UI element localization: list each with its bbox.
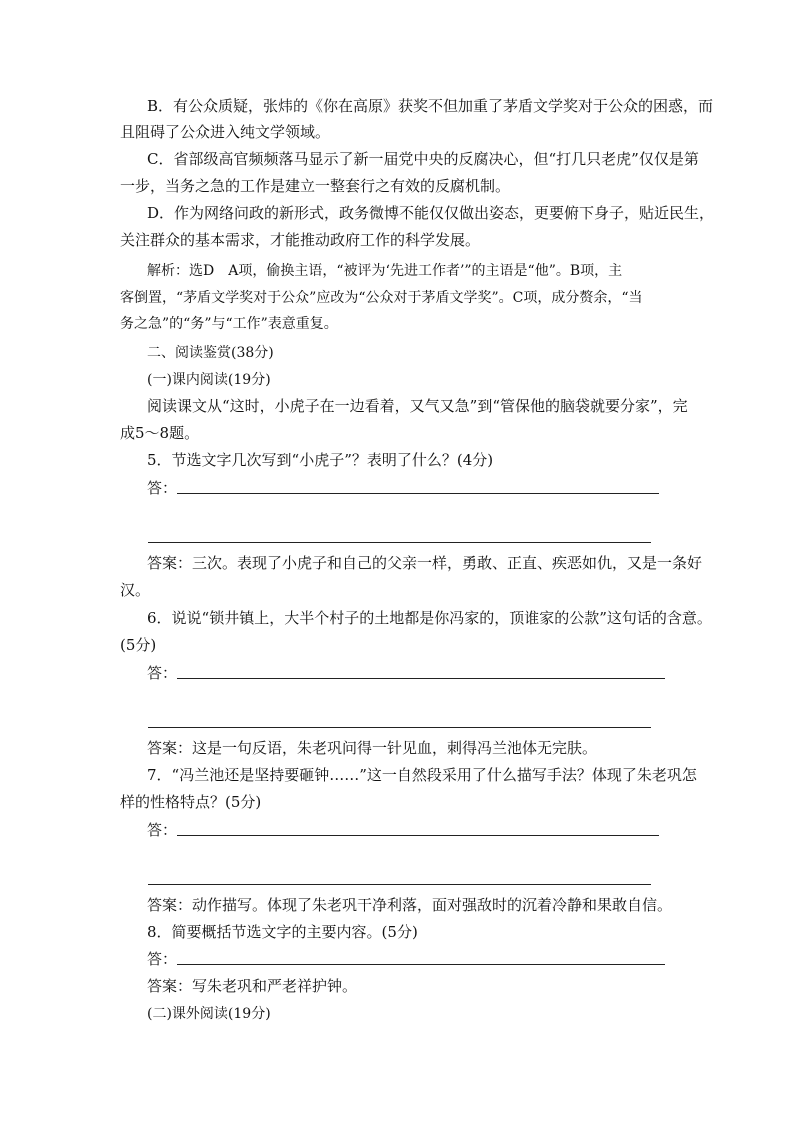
option-b-line-2: 且阻碍了公众进入纯文学领域。 — [120, 123, 331, 141]
q8-question: 8．简要概括节选文字的主要内容。(5分) — [147, 923, 418, 941]
q5-answer-line-a: 答案：三次。表现了小虎子和自己的父亲一样，勇敢、正直、疾恶如仇，又是一条好 — [147, 554, 703, 572]
option-d-line-1: D．作为网络问政的新形式，政务微博不能仅仅做出姿态，更要俯下身子，贴近民生， — [147, 204, 715, 222]
subsection-heading-1: (一)课内阅读(19分) — [147, 372, 271, 388]
analysis-line-1: 解析：选D A项，偷换主语，“被评为‘先进工作者’”的主语是“他”。B项，主 — [147, 263, 623, 279]
q7-answer-line-2[interactable] — [148, 884, 651, 885]
section-heading: 二、阅读鉴赏(38分) — [147, 345, 274, 361]
q5-answer-label: 答： — [147, 479, 178, 497]
q6-answer: 答案：这是一句反语，朱老巩问得一针见血，刺得冯兰池体无完肤。 — [147, 739, 598, 757]
option-b-line-1: B．有公众质疑，张炜的《你在高原》获奖不但加重了茅盾文学奖对于公众的困惑，而 — [147, 97, 714, 115]
option-c-line-1: C．省部级高官频频落马显示了新一届党中央的反腐决心，但“打几只老虎”仅仅是第 — [147, 150, 699, 168]
q6-question-line-1: 6．说说“锁井镇上，大半个村子的土地都是你冯家的，顶谁家的公款”这句话的含意。 — [147, 609, 712, 627]
q6-answer-label: 答： — [147, 664, 178, 682]
instruction-line-2: 成5～8题。 — [120, 424, 200, 442]
q5-question: 5．节选文字几次写到“小虎子”？表明了什么？(4分) — [147, 451, 494, 469]
q7-answer-label: 答： — [147, 821, 178, 839]
q6-answer-line-2[interactable] — [148, 727, 651, 728]
q5-answer-line-1[interactable] — [177, 493, 659, 494]
q5-answer-line-b: 汉。 — [120, 581, 151, 599]
q8-answer-line[interactable] — [177, 964, 665, 965]
analysis-line-2: 客倒置，“茅盾文学奖对于公众”应改为“公众对于茅盾文学奖”。C项，成分赘余，“当 — [120, 290, 643, 306]
option-c-line-2: 一步，当务之急的工作是建立一整套行之有效的反腐机制。 — [120, 177, 511, 195]
q6-answer-line-1[interactable] — [177, 678, 665, 679]
q8-answer: 答案：写朱老巩和严老祥护钟。 — [147, 977, 358, 995]
q7-question-line-2: 样的性格特点？(5分) — [120, 793, 262, 811]
option-d-line-2: 关注群众的基本需求，才能推动政府工作的科学发展。 — [120, 231, 481, 249]
subsection-heading-2: (二)课外阅读(19分) — [147, 1006, 271, 1022]
q5-answer-line-2[interactable] — [148, 542, 651, 543]
analysis-line-3: 务之急”的“务”与“工作”表意重复。 — [120, 316, 338, 332]
q7-answer-line-1[interactable] — [177, 835, 659, 836]
q6-question-line-2: (5分) — [120, 636, 157, 654]
q7-answer: 答案：动作描写。体现了朱老巩干净利落，面对强敌时的沉着冷静和果敢自信。 — [147, 896, 673, 914]
q7-question-line-1: 7．“冯兰池还是坚持要砸钟……”这一自然段采用了什么描写手法？体现了朱老巩怎 — [147, 766, 697, 784]
q8-answer-label: 答： — [147, 950, 178, 968]
instruction-line-1: 阅读课文从“这时，小虎子在一边看着，又气又急”到“管保他的脑袋就要分家”，完 — [147, 397, 688, 415]
